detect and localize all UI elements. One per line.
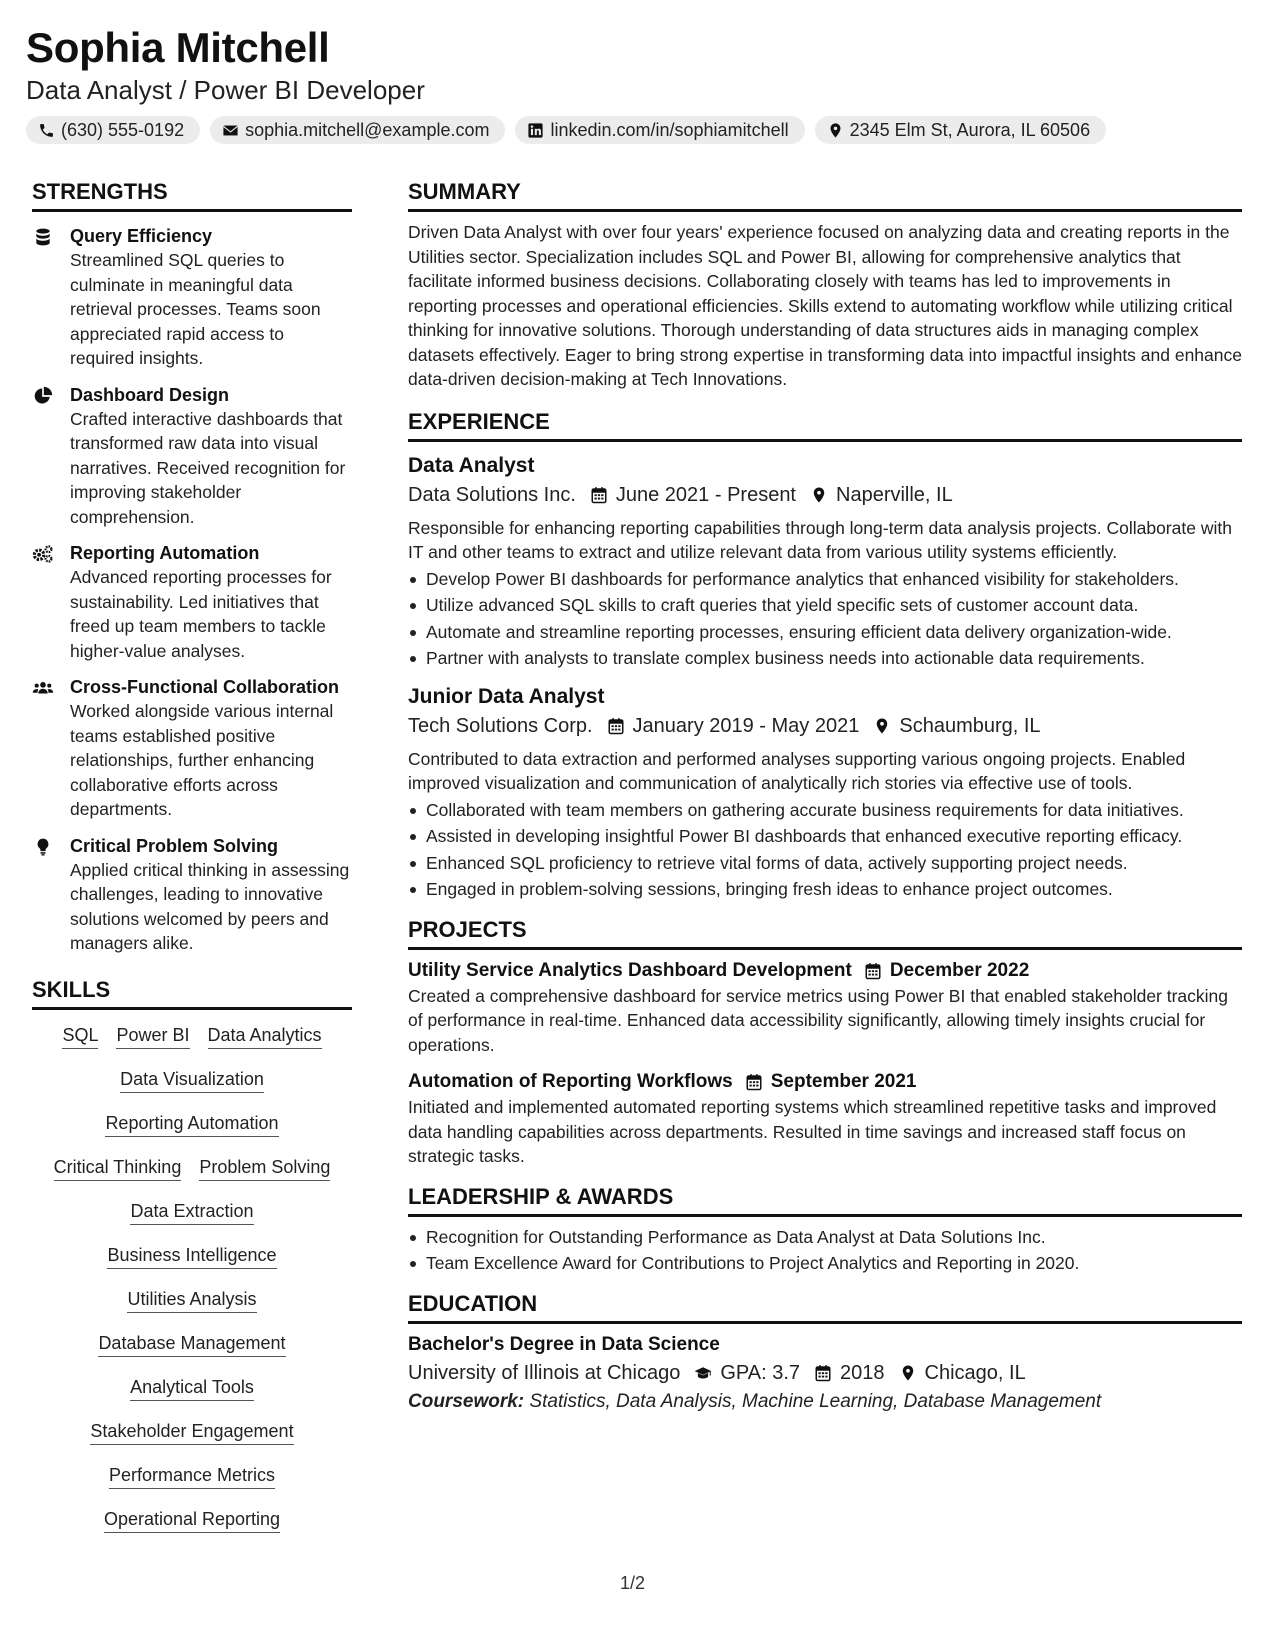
job-bullet: Develop Power BI dashboards for performance analytics that enhanced visibility for stakeholders. xyxy=(408,567,1242,592)
project-entry xyxy=(408,1069,1242,1169)
skills-row xyxy=(32,1112,352,1137)
skills-row xyxy=(32,1508,352,1533)
candidate-role: Data Analyst / Power BI Developer xyxy=(26,75,425,105)
job-company: Data Solutions Inc. xyxy=(408,483,576,506)
skill-tag: Data Visualization xyxy=(120,1068,264,1093)
school-name: University of Illinois at Chicago xyxy=(408,1361,681,1384)
strength-title: Dashboard Design xyxy=(70,384,230,405)
job-bullet: Engaged in problem-solving sessions, bringing fresh ideas to enhance project outcomes. xyxy=(408,877,1242,902)
summary-text: Driven Data Analyst with over four years' experience focused on analyzing data and creating reports in the Utilities sector. Specialization includes SQL and Power BI, allowing for comprehensive analytics that facilitate informed business decisions. Collaborating closely with teams has led to improvements in reporting processes and operational efficiencies. Skills extend to automating workflow while utilizing critical thinking for innovative solutions. Thorough understanding of data structures aids in managing complex datasets effectively. Eager to bring strong expertise in transforming data into impactful insights and enhance data-driven decision-making at Tech Innovations. xyxy=(408,222,1242,389)
project-description: Initiated and implemented automated reporting systems which streamlined repetitive tasks and improved data handling capabilities across departments. Resulted in time savings and increased staff focus on strategic tasks. xyxy=(408,1097,1217,1166)
skill-tag: Power BI xyxy=(116,1024,189,1049)
linkedin-text: linkedin.com/in/sophiamitchell xyxy=(550,119,789,140)
envelope-icon xyxy=(222,122,239,139)
strength-desc: Applied critical thinking in assessing challenges, leading to innovative solutions welcomed by peers and managers alike. xyxy=(70,859,350,953)
skills-row xyxy=(32,1024,352,1049)
gears-icon xyxy=(32,544,54,564)
strength-title: Reporting Automation xyxy=(70,543,260,563)
skills-row xyxy=(32,1464,352,1489)
strength-desc: Advanced reporting processes for sustainability. Led initiatives that freed up team members to tackle higher-value analyses. xyxy=(70,567,332,661)
skill-tag: Data Analytics xyxy=(208,1024,322,1049)
project-title: Utility Service Analytics Dashboard Development xyxy=(408,959,852,981)
job-bullet: Partner with analysts to translate complex business needs into actionable data requirements. xyxy=(408,646,1242,671)
phone-chip[interactable] xyxy=(26,116,200,144)
map-pin-icon xyxy=(827,122,844,139)
contact-bar xyxy=(26,116,1256,144)
school-location: Chicago, IL xyxy=(924,1361,1026,1384)
left-column xyxy=(32,178,352,1533)
calendar-icon xyxy=(590,486,608,504)
project-header xyxy=(408,1069,1242,1095)
skill-tag: Analytical Tools xyxy=(130,1376,254,1401)
skills-row xyxy=(32,1244,352,1269)
coursework-list: Statistics, Data Analysis, Machine Learning, Database Management xyxy=(529,1390,1102,1412)
skills-heading: SKILLS xyxy=(32,976,352,1010)
skill-tag: Data Extraction xyxy=(130,1200,253,1225)
skill-tag: Reporting Automation xyxy=(105,1112,278,1137)
coursework-label: Coursework: xyxy=(408,1390,525,1412)
calendar-icon xyxy=(814,1364,832,1382)
users-icon xyxy=(32,678,54,698)
pie-chart-icon xyxy=(32,386,54,406)
project-entry xyxy=(408,958,1242,1058)
project-date: December 2022 xyxy=(889,959,1030,981)
skill-tag: Critical Thinking xyxy=(54,1156,182,1181)
gpa-text: GPA: 3.7 xyxy=(720,1361,801,1384)
skill-tag: Stakeholder Engagement xyxy=(90,1420,293,1445)
map-pin-icon xyxy=(899,1364,917,1382)
skill-tag: Operational Reporting xyxy=(104,1508,280,1533)
skills-row xyxy=(32,1420,352,1445)
address-chip[interactable] xyxy=(815,116,1107,144)
strength-item xyxy=(32,834,352,956)
skills-row xyxy=(32,1200,352,1225)
strength-item xyxy=(32,675,352,822)
linkedin-chip[interactable] xyxy=(515,116,804,144)
job-meta xyxy=(408,711,1242,741)
job-description: Responsible for enhancing reporting capabilities through long-term data analysis projects. Collaborate with IT and other teams to extract and utilize relevant data from various utility systems efficiently. xyxy=(408,517,1232,562)
page-number: 1/2 xyxy=(620,1573,646,1593)
coursework xyxy=(408,1388,1242,1416)
job-location: Naperville, IL xyxy=(836,483,953,506)
phone-icon xyxy=(38,122,55,139)
strength-item xyxy=(32,224,352,371)
job-bullet: Automate and streamline reporting processes, ensuring efficient data delivery organization-wide. xyxy=(408,620,1242,645)
calendar-icon xyxy=(745,1073,763,1091)
graduation-cap-icon xyxy=(694,1364,712,1382)
project-header xyxy=(408,958,1242,984)
degree-title: Bachelor's Degree in Data Science xyxy=(408,1333,720,1355)
job-bullets xyxy=(408,798,1242,902)
phone-text: (630) 555-0192 xyxy=(61,119,185,140)
education-heading: EDUCATION xyxy=(408,1290,1242,1324)
skills-row xyxy=(32,1288,352,1313)
experience-heading: EXPERIENCE xyxy=(408,408,1242,442)
skills-list xyxy=(32,1024,352,1533)
job-title: Data Analyst xyxy=(408,453,535,477)
award-item: Team Excellence Award for Contributions to Project Analytics and Reporting in 2020. xyxy=(408,1251,1242,1276)
skill-tag: Business Intelligence xyxy=(107,1244,276,1269)
job-bullet: Enhanced SQL proficiency to retrieve vital forms of data, actively supporting project needs. xyxy=(408,851,1242,876)
award-item: Recognition for Outstanding Performance as Data Analyst at Data Solutions Inc. xyxy=(408,1225,1242,1250)
skill-tag: Problem Solving xyxy=(199,1156,330,1181)
job-bullets xyxy=(408,567,1242,671)
project-date: September 2021 xyxy=(770,1071,917,1092)
skill-tag: Database Management xyxy=(98,1332,285,1357)
map-pin-icon xyxy=(810,486,828,504)
strength-desc: Streamlined SQL queries to culminate in meaningful data retrieval processes. Teams soon appreciated rapid access to required insights. xyxy=(70,250,321,368)
strengths-heading: STRENGTHS xyxy=(32,178,352,212)
email-text: sophia.mitchell@example.com xyxy=(245,119,490,140)
projects-heading: PROJECTS xyxy=(408,916,1242,950)
skills-row xyxy=(32,1332,352,1357)
job-bullet: Assisted in developing insightful Power BI dashboards that enhanced executive reporting efficacy. xyxy=(408,824,1242,849)
job-bullet: Utilize advanced SQL skills to craft queries that yield specific sets of customer account data. xyxy=(408,593,1242,618)
project-title: Automation of Reporting Workflows xyxy=(408,1071,733,1092)
skill-tag: SQL xyxy=(62,1024,98,1049)
skills-row xyxy=(32,1376,352,1401)
graduation-year: 2018 xyxy=(840,1361,885,1384)
strength-desc: Crafted interactive dashboards that transformed raw data into visual narratives. Received recognition for improving stakeholder comprehension. xyxy=(70,408,346,527)
strength-desc: Worked alongside various internal teams established positive relationships, further enhancing collaborative efforts across departments. xyxy=(70,701,334,819)
job-entry xyxy=(408,452,1242,671)
summary-heading: SUMMARY xyxy=(408,178,1242,212)
job-description: Contributed to data extraction and performed analyses supporting various ongoing projects. Enabled improved visualization and communication of analytically rich stories via effective use of tools. xyxy=(408,748,1186,793)
strength-title: Cross-Functional Collaboration xyxy=(70,677,340,697)
candidate-name: Sophia Mitchell xyxy=(26,24,330,71)
job-entry xyxy=(408,683,1242,902)
education-meta xyxy=(408,1358,1242,1388)
job-title: Junior Data Analyst xyxy=(408,684,605,708)
strength-item xyxy=(32,541,352,663)
skill-tag: Performance Metrics xyxy=(109,1464,275,1489)
strength-title: Query Efficiency xyxy=(70,226,213,246)
project-description: Created a comprehensive dashboard for service metrics using Power BI that enabled stakeholder tracking of performance in real-time. Enhanced data accessibility significantly, allowing timely insights crucial for operations. xyxy=(408,985,1229,1055)
leadership-list xyxy=(408,1225,1242,1276)
job-meta xyxy=(408,480,1242,510)
job-bullet: Collaborated with team members on gathering accurate business requirements for data initiatives. xyxy=(408,798,1242,823)
job-dates: January 2019 - May 2021 xyxy=(632,714,860,737)
resume-header xyxy=(26,22,1256,144)
job-dates: June 2021 - Present xyxy=(615,483,796,506)
right-column xyxy=(408,178,1242,1416)
email-chip[interactable] xyxy=(210,116,505,144)
strength-item xyxy=(32,383,352,530)
address-text: 2345 Elm St, Aurora, IL 60506 xyxy=(849,119,1091,140)
skills-row xyxy=(32,1068,352,1093)
database-icon xyxy=(32,227,54,247)
map-pin-icon xyxy=(873,717,891,735)
skills-row xyxy=(32,1156,352,1181)
job-location: Schaumburg, IL xyxy=(899,714,1041,737)
calendar-icon xyxy=(607,717,625,735)
lightbulb-icon xyxy=(32,837,54,857)
linkedin-icon xyxy=(527,122,544,139)
calendar-icon xyxy=(864,962,882,980)
job-company: Tech Solutions Corp. xyxy=(408,714,593,737)
skill-tag: Utilities Analysis xyxy=(127,1288,256,1313)
leadership-heading: LEADERSHIP & AWARDS xyxy=(408,1183,1242,1217)
strength-title: Critical Problem Solving xyxy=(70,835,279,856)
